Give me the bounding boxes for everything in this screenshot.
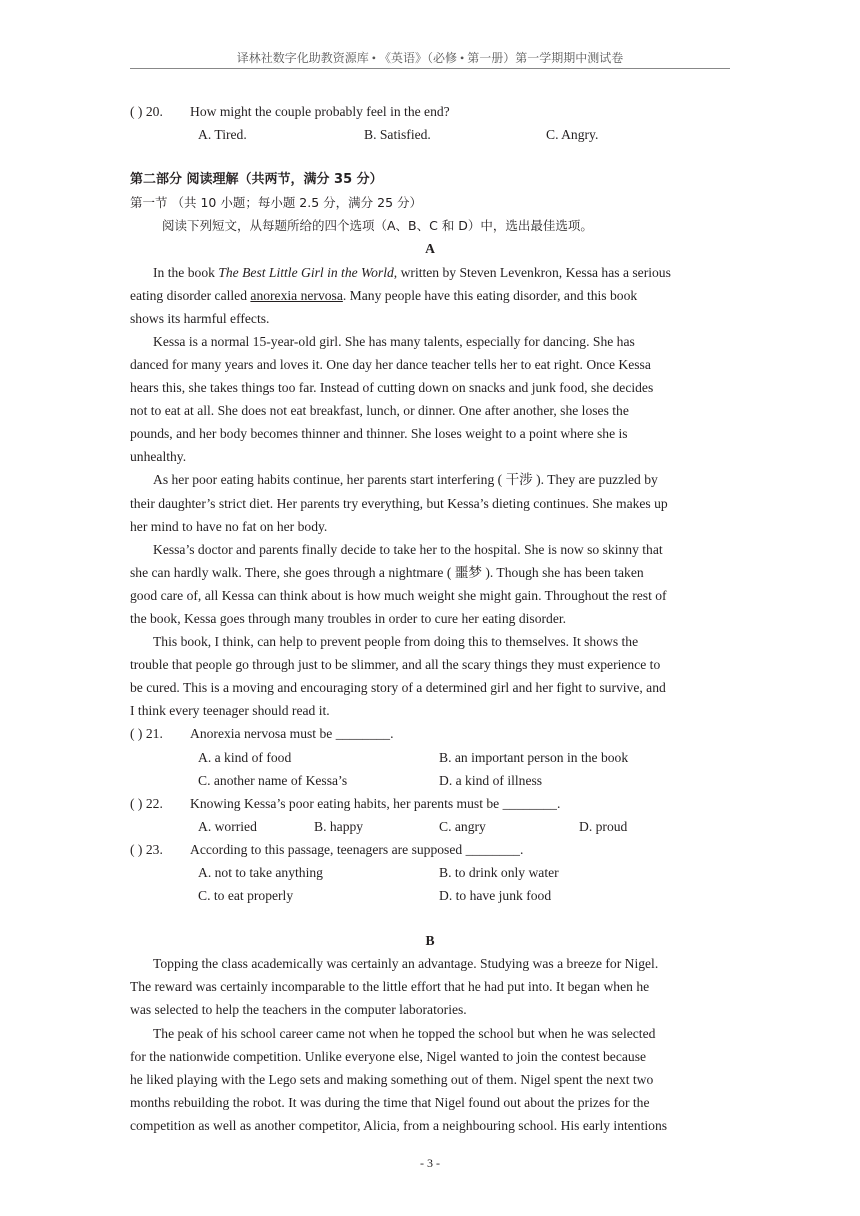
- option-d: D. proud: [579, 818, 628, 834]
- option-a: A. Tired.: [198, 127, 247, 143]
- passage-b-line: months rebuilding the robot. It was during the time that Nigel found out about the prizes for the: [130, 1094, 650, 1110]
- part-title: 第二部分 阅读理解（共两节，满分 35 分）: [130, 172, 383, 188]
- question-stem: Knowing Kessa’s poor eating habits, her parents must be ________.: [190, 795, 561, 811]
- answer-blank: ( ) 20.: [130, 104, 163, 119]
- passage-a-line: their daughter’s strict diet. Her parents try everything, but Kessa’s dieting continues. She makes up: [130, 495, 668, 511]
- passage-a-line: hears this, she takes things too far. Instead of cutting down on snacks and junk food, she decides: [130, 380, 654, 396]
- passage-a-line: good care of, all Kessa can think about is how much weight she might gain. Throughout the rest of: [130, 587, 667, 603]
- option-c: C. Angry.: [546, 127, 599, 143]
- option-a: A. a kind of food: [198, 749, 292, 765]
- question-23-options: [130, 884, 730, 907]
- passage-a-label: A: [425, 241, 435, 257]
- option-c: C. to eat properly: [198, 888, 294, 904]
- passage-b-line: for the nationwide competition. Unlike everyone else, Nigel wanted to join the contest because: [130, 1048, 647, 1064]
- question-23: [130, 838, 730, 861]
- passage-a-line: her mind to have no fat on her body.: [130, 518, 328, 534]
- book-title: The Best Little Girl in the World: [218, 264, 394, 280]
- option-c: C. another name of Kessa’s: [198, 772, 348, 788]
- passage-b-line: competition as well as another competitor, Alicia, from a neighbouring school. His early intentions: [130, 1117, 668, 1133]
- passage-b-line: The peak of his school career came not when he topped the school but when he was selected: [153, 1025, 656, 1041]
- question-21-options: [130, 769, 730, 792]
- question-22-options: [130, 815, 730, 838]
- question-20-options: [130, 123, 730, 146]
- question-stem: According to this passage, teenagers are supposed ________.: [190, 841, 524, 857]
- passage-b-label: B: [425, 933, 435, 949]
- option-a: A. worried: [198, 818, 257, 834]
- header-divider: [130, 68, 730, 69]
- underlined-term: anorexia nervosa: [250, 287, 343, 303]
- passage-a-line: I think every teenager should read it.: [130, 703, 330, 719]
- option-b: B. Satisfied.: [364, 127, 431, 143]
- passage-b-line: The reward was certainly incomparable to the little effort that he had put into. It began when he: [130, 979, 650, 995]
- page-header: 译林社数字化助教资源库 • 《英语》（必修 • 第一册）第一学期期中测试卷: [236, 51, 624, 65]
- section-title: 第一节 （共 10 小题；每小题 2.5 分，满分 25 分）: [130, 195, 423, 211]
- passage-b-line: Topping the class academically was certainly an advantage. Studying was a breeze for Nigel.: [153, 956, 659, 972]
- passage-b-line: was selected to help the teachers in the computer laboratories.: [130, 1002, 467, 1018]
- passage-a-line: not to eat at all. She does not eat breakfast, lunch, or dinner. One after another, she loses the: [130, 403, 629, 419]
- passage-b-line: he liked playing with the Lego sets and making something out of them. Nigel spent the next two: [130, 1071, 654, 1087]
- answer-blank: ( ) 22.: [130, 795, 163, 811]
- option-b: B. an important person in the book: [439, 749, 629, 765]
- question-21: [130, 722, 730, 745]
- option-a: A. not to take anything: [198, 865, 323, 880]
- question-stem: How might the couple probably feel in the end?: [190, 104, 450, 119]
- instruction: 阅读下列短文，从每题所给的四个选项（A、B、C 和 D）中，选出最佳选项。: [162, 218, 593, 234]
- passage-a-line: In the book The Best Little Girl in the World, written by Steven Levenkron, Kessa has a serious: [153, 264, 671, 280]
- passage-a-line: Kessa is a normal 15-year-old girl. She has many talents, especially for dancing. She has: [153, 333, 635, 349]
- option-c: C. angry: [439, 818, 486, 834]
- question-stem: Anorexia nervosa must be ________.: [190, 726, 394, 742]
- question-22: [130, 792, 730, 815]
- passage-a-line: pounds, and her body becomes thinner and thinner. She loses weight to a point where she is: [130, 426, 628, 442]
- passage-a-line: the book, Kessa goes through many troubles in order to cure her eating disorder.: [130, 610, 567, 626]
- passage-a-line: Kessa’s doctor and parents finally decide to take her to the hospital. She is now so skinny that: [153, 541, 663, 557]
- passage-a-line: As her poor eating habits continue, her parents start interfering ( 干涉 ). They are puzzled by: [153, 472, 658, 488]
- option-b: B. to drink only water: [439, 865, 559, 880]
- option-d: D. a kind of illness: [439, 772, 543, 788]
- answer-blank: ( ) 23.: [130, 841, 163, 857]
- passage-a-line: unhealthy.: [130, 449, 187, 465]
- option-d: D. to have junk food: [439, 888, 552, 904]
- answer-blank: ( ) 21.: [130, 726, 163, 742]
- passage-a-line: This book, I think, can help to prevent people from doing this to themselves. It shows the: [153, 634, 639, 650]
- page-content: [130, 100, 730, 1137]
- page-number: - 3 -: [420, 1156, 440, 1170]
- passage-a-line: she can hardly walk. There, she goes through a nightmare ( 噩梦 ). Though she has been taken: [130, 564, 644, 580]
- passage-a-line: danced for many years and loves it. One day her dance teacher tells her to eat right. Once Kessa: [130, 356, 651, 372]
- passage-a-line: shows its harmful effects.: [130, 310, 270, 326]
- passage-a-line: eating disorder called anorexia nervosa. Many people have this eating disorder, and this book: [130, 287, 638, 303]
- question-20: [130, 100, 730, 123]
- option-b: B. happy: [314, 818, 364, 834]
- passage-a-line: be cured. This is a moving and encouraging story of a determined girl and her fight to survive, and: [130, 680, 666, 696]
- question-23-options: [130, 861, 730, 884]
- question-21-options: [130, 746, 730, 769]
- passage-a-line: trouble that people go through just to be slimmer, and all the scary things they must experience to: [130, 657, 661, 673]
